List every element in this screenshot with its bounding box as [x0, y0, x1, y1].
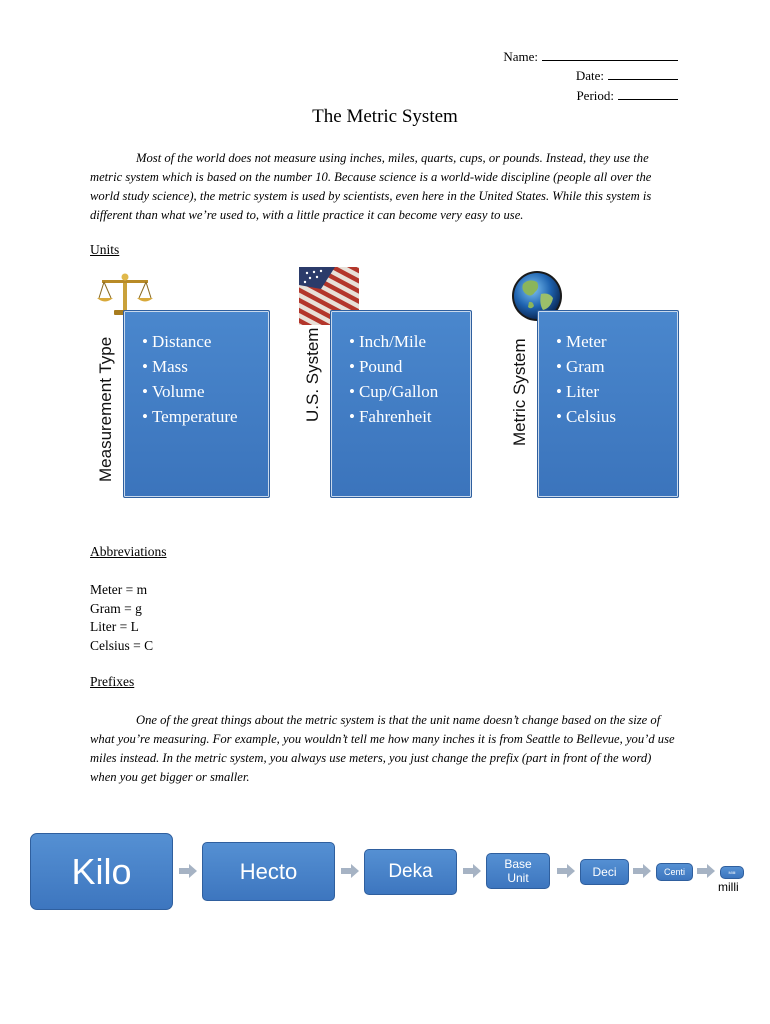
list-item: Gram = g — [90, 600, 142, 616]
flow-milli: Milli — [720, 866, 744, 879]
page-title: The Metric System — [312, 106, 458, 127]
list-item: • Cup/Gallon — [349, 379, 471, 404]
arrow-right-icon — [463, 864, 481, 878]
list-item: • Inch/Mile — [349, 329, 471, 354]
list-item: • Mass — [142, 354, 269, 379]
period-field[interactable] — [576, 87, 678, 104]
date-label: Date: — [575, 68, 604, 83]
list-item: • Celsius — [556, 404, 678, 429]
list-item: • Temperature — [142, 404, 269, 429]
name-label: Name: — [503, 49, 538, 64]
list-item: • Meter — [556, 329, 678, 354]
metric-system-box — [537, 310, 679, 498]
arrow-right-icon — [633, 864, 651, 878]
flow-deci: Deci — [580, 859, 629, 885]
prefixes-paragraph: One of the great things about the metric system is that the unit name doesn’t change based on the size of what you’re measuring. For example, you wouldn’t tell me how many inches it is from Seattle to Bellevue, you’d use miles instead. In the metric system, you always use meters, you just change the prefix (part in front of the word) when you get bigger or smaller. — [90, 713, 675, 784]
us-system-label: U.S. System — [303, 327, 322, 422]
measurement-type-box — [123, 310, 270, 498]
list-item: Liter = L — [90, 619, 139, 634]
flow-kilo: Kilo — [30, 833, 173, 910]
prefixes-heading: Prefixes — [90, 674, 135, 689]
list-item: • Fahrenheit — [349, 404, 471, 429]
metric-system-label: Metric System — [510, 338, 529, 446]
date-field[interactable] — [576, 67, 678, 84]
flow-base-unit: Base Unit — [486, 853, 550, 889]
intro-paragraph: Most of the world does not measure using inches, miles, quarts, cups, or pounds. Instead, they use the metric system which is based on the number 10. Because science is a world-wide discipline (people all over the world study science), the metric system is used by scientists, even here in the United States. While this system is different than what we’re used to, with a little practice it can become very easy to use. — [90, 151, 652, 222]
abbreviations-list — [90, 581, 153, 655]
arrow-right-icon — [557, 864, 575, 878]
list-item: Celsius = C — [90, 637, 154, 653]
period-label: Period: — [576, 88, 614, 103]
list-item: Meter = m — [90, 582, 148, 597]
list-item: • Gram — [556, 354, 678, 379]
arrow-right-icon — [179, 864, 197, 878]
us-system-box — [330, 310, 472, 498]
name-field[interactable] — [503, 48, 678, 65]
arrow-right-icon — [697, 864, 715, 878]
arrow-right-icon — [341, 864, 359, 878]
list-item: • Pound — [349, 354, 471, 379]
list-item: • Volume — [142, 379, 269, 404]
flow-centi: Centi — [656, 863, 693, 881]
milli-label: milli — [718, 880, 739, 894]
flow-deka: Deka — [364, 849, 457, 895]
flow-hecto: Hecto — [202, 842, 335, 901]
measurement-type-label: Measurement Type — [96, 336, 115, 482]
list-item: • Distance — [142, 329, 269, 354]
list-item: • Liter — [556, 379, 678, 404]
abbreviations-heading: Abbreviations — [90, 544, 167, 559]
units-heading: Units — [90, 242, 120, 257]
